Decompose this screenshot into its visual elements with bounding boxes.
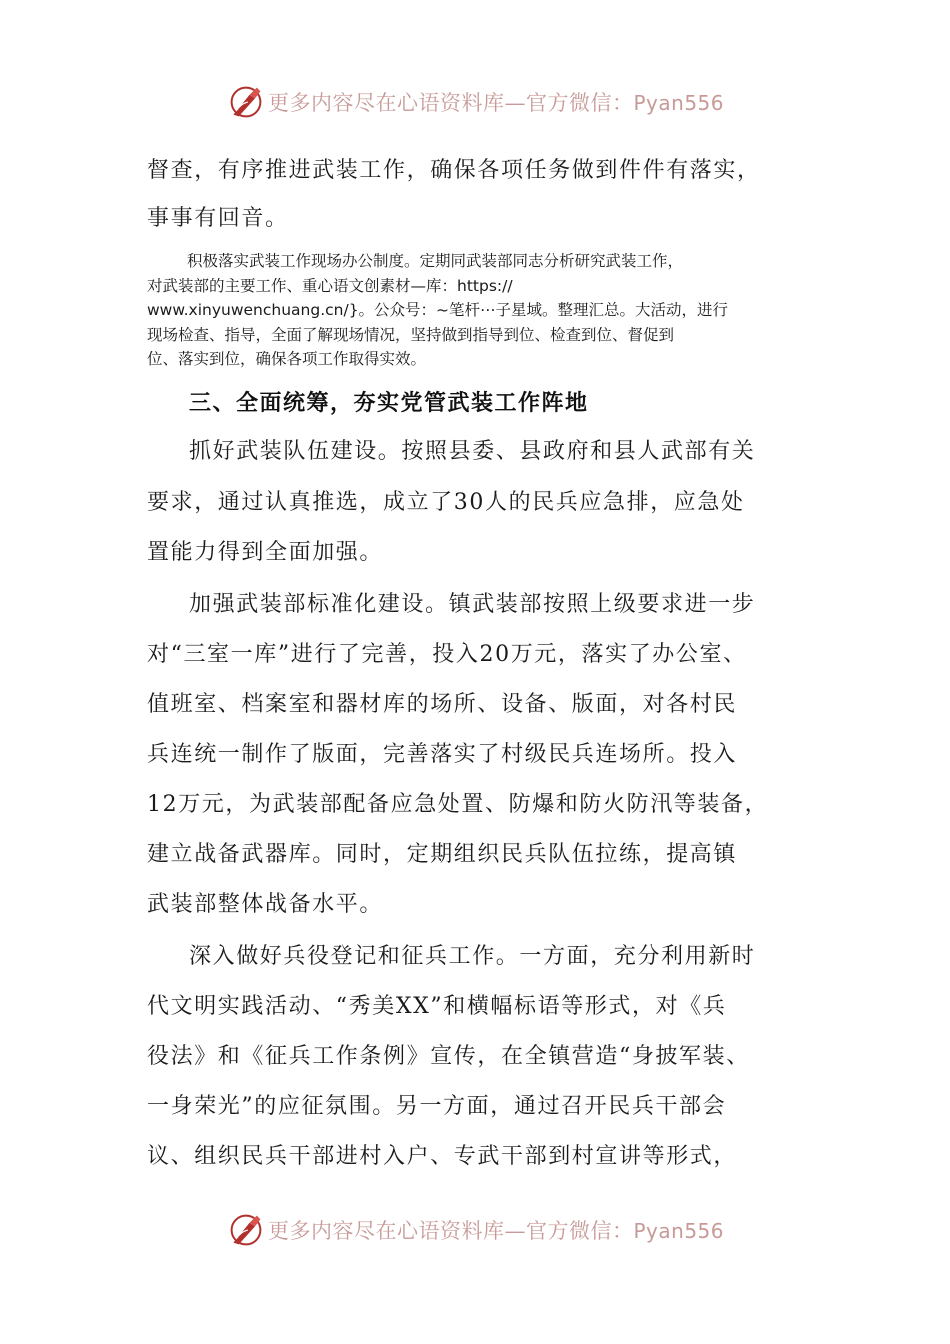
wechat-id: Pyan556 bbox=[633, 91, 725, 115]
paragraph-line: 深入做好兵役登记和征兵工作。一方面，充分利用新时 bbox=[189, 944, 756, 969]
paragraph-line: 值班室、档案室和器材库的场所、设备、版面，对各村民 bbox=[147, 692, 738, 717]
paragraph-line: 议、组织民兵干部进村入户、专武干部到村宣讲等形式， bbox=[147, 1144, 738, 1169]
footer-watermark-text: 更多内容尽在心语资料库—官方微信：Pyan556 bbox=[268, 1219, 725, 1243]
continuation-line: 督查，有序推进武装工作，确保各项任务做到件件有落实， bbox=[147, 158, 761, 183]
pen-nib-logo-icon bbox=[228, 84, 264, 120]
paragraph-line: 代文明实践活动、“秀美XX”和横幅标语等形式，对《兵 bbox=[147, 994, 727, 1019]
small-paragraph-line: 对武装部的主要工作、重心语文创素材—库：https:// bbox=[147, 276, 513, 295]
paragraph-line: 抓好武装队伍建设。按照县委、县政府和县人武部有关 bbox=[189, 439, 756, 464]
paragraph-line: 兵连统一制作了版面，完善落实了村级民兵连场所。投入 bbox=[147, 742, 738, 767]
wechat-id: Pyan556 bbox=[633, 1219, 725, 1243]
paragraph-line: 加强武装部标准化建设。镇武装部按照上级要求进一步 bbox=[189, 592, 756, 617]
footer-watermark-banner bbox=[228, 1210, 724, 1250]
paragraph-line: 12万元，为武装部配备应急处置、防爆和防火防汛等装备， bbox=[147, 792, 769, 817]
paragraph-line: 要求，通过认真推选，成立了30人的民兵应急排，应急处 bbox=[147, 490, 745, 515]
paragraph-line: 置能力得到全面加强。 bbox=[147, 540, 384, 565]
small-paragraph-line: 现场检查、指导，全面了解现场情况，坚持做到指导到位、检查到位、督促到 bbox=[147, 325, 675, 344]
paragraph-line: 武装部整体战备水平。 bbox=[147, 892, 384, 917]
header-watermark-banner bbox=[228, 82, 724, 122]
paragraph-line: 一身荣光”的应征氛围。另一方面，通过召开民兵干部会 bbox=[147, 1094, 727, 1119]
paragraph-line: 对“三室一库”进行了完善，投入20万元，落实了办公室、 bbox=[147, 642, 747, 667]
small-paragraph bbox=[147, 249, 812, 372]
small-paragraph-line: 积极落实武装工作现场办公制度。定期同武装部同志分析研究武装工作， bbox=[187, 252, 684, 270]
paragraph-line: 建立战备武器库。同时，定期组织民兵队伍拉练，提高镇 bbox=[147, 842, 738, 867]
section-heading: 三、全面统筹，夯实党管武装工作阵地 bbox=[189, 391, 589, 416]
small-paragraph-line: www.xinyuwenchuang.cn/}。公众号：~笔杆⋯子星域。整理汇总。大活动，进行 bbox=[147, 301, 729, 319]
header-watermark-text: 更多内容尽在心语资料库—官方微信：Pyan556 bbox=[268, 91, 725, 115]
small-paragraph-line: 位、落实到位，确保各项工作取得实效。 bbox=[147, 350, 427, 368]
pen-nib-logo-icon bbox=[228, 1212, 264, 1248]
paragraph-line: 役法》和《征兵工作条例》宣传，在全镇营造“身披军装、 bbox=[147, 1044, 750, 1069]
continuation-line: 事事有回音。 bbox=[147, 206, 289, 231]
